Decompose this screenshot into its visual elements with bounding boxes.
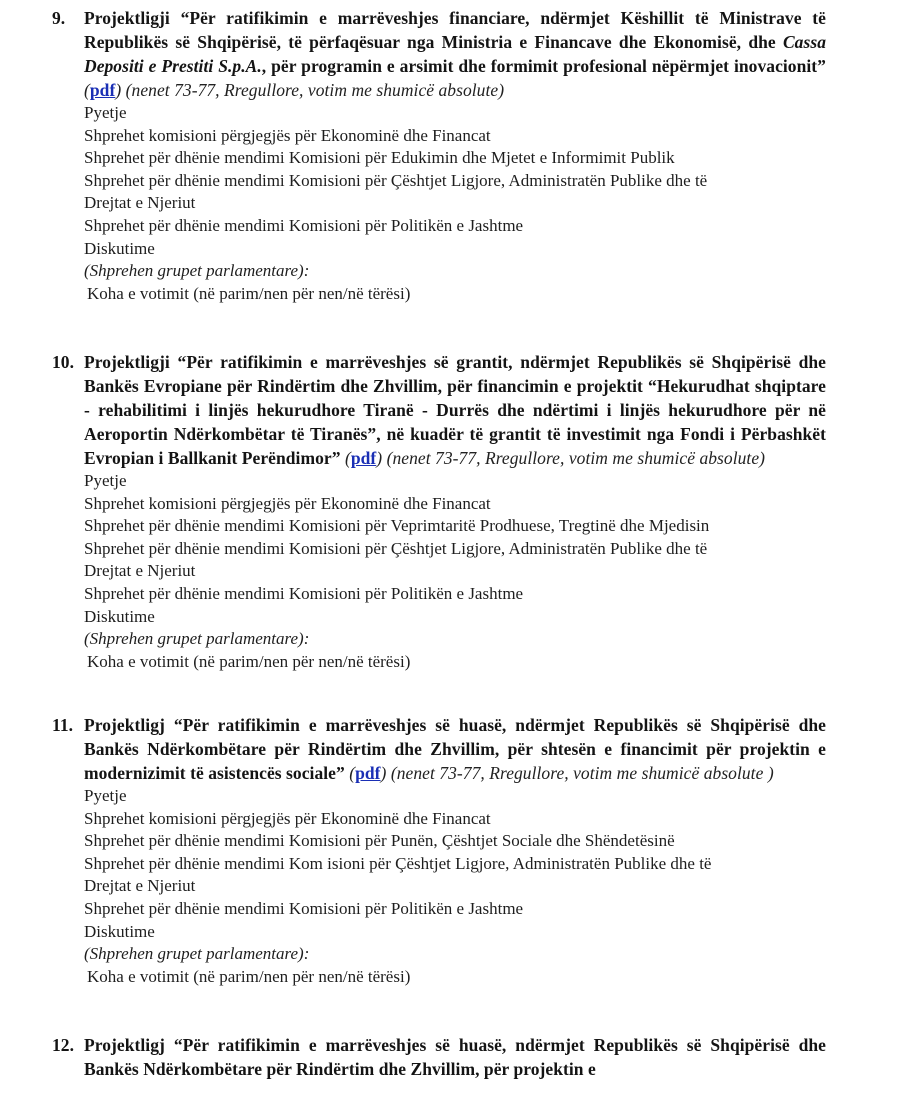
step-opinion-committee: Shprehet për dhënie mendimi Komisioni për Politikën e Jashtme bbox=[84, 898, 524, 918]
agenda-item-12 bbox=[52, 1033, 826, 1081]
link-paren-open: ( bbox=[344, 763, 356, 783]
link-paren-close: ) bbox=[380, 763, 387, 783]
step-discussion: Diskutime bbox=[84, 921, 155, 941]
link-paren-open: ( bbox=[340, 448, 351, 468]
step-parliamentary-groups: (Shprehen grupet parlamentare): bbox=[84, 261, 310, 281]
step-questions: Pyetje bbox=[84, 471, 127, 490]
agenda-item-title bbox=[52, 350, 826, 470]
step-opinion-committee: Shprehet për dhënie mendimi Komisioni për Çështjet Ligjore, Administratën Publike dhe të bbox=[84, 538, 708, 558]
step-voting-time: Koha e votimit (në parim/nen për nen/në tërësi) bbox=[87, 651, 411, 671]
step-opinion-committee: Shprehet për dhënie mendimi Komisioni për Politikën e Jashtme bbox=[84, 215, 524, 235]
agenda-item-9 bbox=[52, 6, 826, 305]
step-opinion-committee: Shprehet për dhënie mendimi Komisioni për Veprimtaritë Prodhuese, Tregtinë dhe Mjedisin bbox=[84, 516, 710, 536]
link-paren-open: ( bbox=[84, 80, 90, 100]
link-paren-close: ) bbox=[115, 80, 122, 100]
step-parliamentary-groups: (Shprehen grupet parlamentare): bbox=[84, 944, 310, 964]
agenda-item-steps bbox=[52, 785, 826, 988]
pdf-link[interactable]: pdf bbox=[350, 448, 377, 468]
step-opinion-committee: Shprehet për dhënie mendimi Komisioni për Çështjet Ligjore, Administratën Publike dhe të bbox=[84, 170, 708, 190]
title-text: Projektligji “Për ratifikimin e marrëveshjes financiare, ndërmjet Këshillit të Ministrave të Republikës së Shqipërisë, të përfaqësuar nga Ministria e Financave dhe Ekonomisë, dhe bbox=[84, 8, 826, 52]
step-opinion-committee: Shprehet për dhënie mendimi Kom isioni për Çështjet Ligjore, Administratën Publike dhe të bbox=[84, 853, 712, 873]
agenda-item-steps bbox=[52, 102, 826, 305]
pdf-link[interactable]: pdf bbox=[355, 763, 381, 783]
step-opinion-committee-cont: Drejtat e Njeriut bbox=[84, 193, 196, 213]
title-text-suffix: , për programin e arsimit dhe formimit profesional nëpërmjet inovacionit” bbox=[261, 56, 826, 76]
agenda-item-number: 12. bbox=[52, 1035, 75, 1055]
agenda-item-title bbox=[52, 713, 826, 785]
agenda-item-number: 11. bbox=[52, 715, 74, 735]
pdf-link[interactable]: pdf bbox=[89, 80, 116, 100]
title-italic-entity: Cassa Depositi e Prestiti S.p.A. bbox=[84, 32, 826, 76]
step-lead-committee: Shprehet komisioni përgjegjës për Ekonominë dhe Financat bbox=[84, 493, 491, 513]
link-paren-close: ) bbox=[376, 448, 383, 468]
title-text: Projektligj “Për ratifikimin e marrëveshjes së huasë, ndërmjet Republikës së Shqipërisë dhe Bankës Ndërkombëtare për Rindërtim dhe Zhvillim, për projektin e bbox=[84, 1035, 826, 1079]
step-lead-committee: Shprehet komisioni përgjegjës për Ekonominë dhe Financat bbox=[84, 808, 491, 828]
step-opinion-committee: Shprehet për dhënie mendimi Komisioni për Edukimin dhe Mjetet e Informimit Publik bbox=[84, 148, 675, 168]
agenda-item-10 bbox=[52, 350, 826, 673]
title-text: Projektligj “Për ratifikimin e marrëveshjes së huasë, ndërmjet Republikës së Shqipërisë dhe Bankës Ndërkombëtare për Rindërtim dhe Zhvillim, për shtesën e financimit për projektin e modernizimit të asistencës sociale” bbox=[84, 715, 826, 783]
step-discussion: Diskutime bbox=[84, 606, 155, 626]
agenda-item-steps bbox=[52, 470, 826, 673]
step-opinion-committee: Shprehet për dhënie mendimi Komisioni për Politikën e Jashtme bbox=[84, 583, 524, 603]
agenda-item-title bbox=[52, 1033, 826, 1081]
step-lead-committee: Shprehet komisioni përgjegjës për Ekonominë dhe Financat bbox=[84, 125, 491, 145]
step-questions: Pyetje bbox=[84, 786, 127, 805]
step-voting-time: Koha e votimit (në parim/nen për nen/në tërësi) bbox=[87, 966, 411, 986]
title-text: Projektligji “Për ratifikimin e marrëveshjes së grantit, ndërmjet Republikës së Shqipërisë dhe Bankës Evropiane për Rindërtim dhe Zhvillim, për financimin e projektit “Hekurudhat shqiptare - rehabilitimi i linjës hekurudhore Tiranë - Durrës dhe ndërtimi i linjës hekurudhore për në Aeroportin Ndërkombëtar të Tiranës”, në kuadër të grantit të investimit nga Fondi i Përbashkët Evropian i Ballkanit Perëndimor” bbox=[84, 352, 826, 468]
agenda-item-number: 10. bbox=[52, 352, 75, 372]
procedure-note: (nenet 73-77, Rregullore, votim me shumicë absolute ) bbox=[386, 763, 774, 783]
step-voting-time: Koha e votimit (në parim/nen për nen/në tërësi) bbox=[87, 283, 411, 303]
step-opinion-committee-cont: Drejtat e Njeriut bbox=[84, 561, 196, 581]
procedure-note: (nenet 73-77, Rregullore, votim me shumicë absolute) bbox=[121, 80, 505, 100]
agenda-item-title bbox=[52, 6, 826, 102]
step-opinion-committee: Shprehet për dhënie mendimi Komisioni për Punën, Çështjet Sociale dhe Shëndetësinë bbox=[84, 831, 675, 851]
step-parliamentary-groups: (Shprehen grupet parlamentare): bbox=[84, 629, 310, 649]
procedure-note: (nenet 73-77, Rregullore, votim me shumicë absolute) bbox=[382, 448, 766, 468]
agenda-item-11 bbox=[52, 713, 826, 988]
agenda-item-number: 9. bbox=[52, 8, 66, 28]
step-opinion-committee-cont: Drejtat e Njeriut bbox=[84, 876, 196, 896]
step-discussion: Diskutime bbox=[84, 238, 155, 258]
step-questions: Pyetje bbox=[84, 103, 127, 122]
